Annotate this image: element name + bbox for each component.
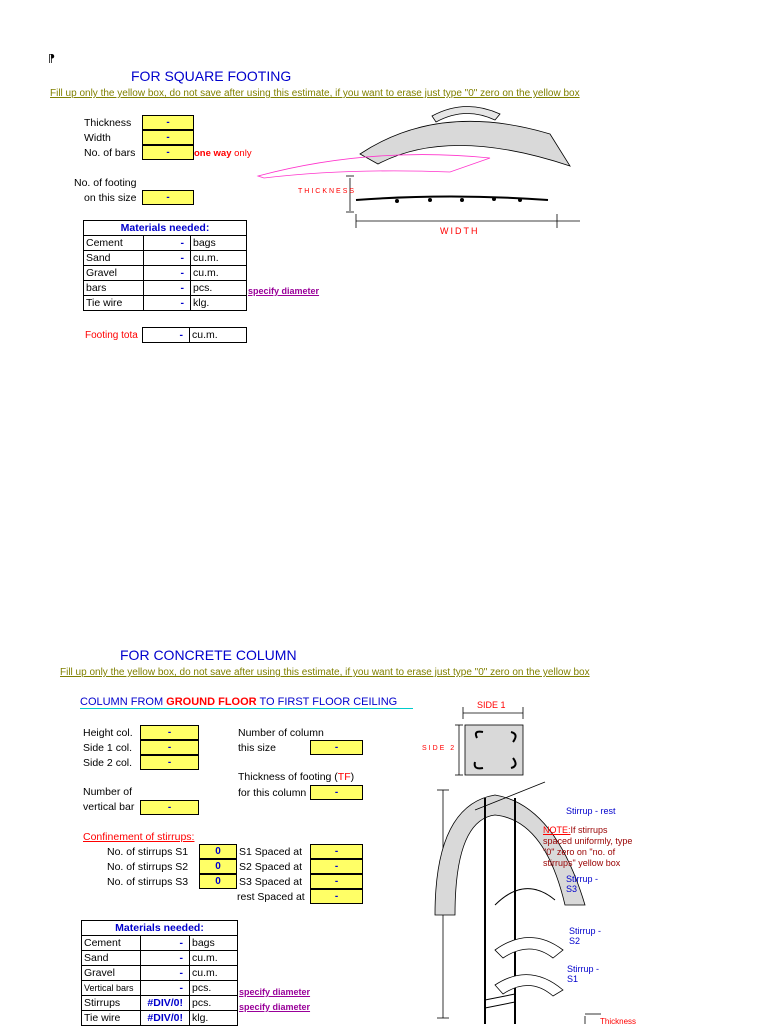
footing-instruction: Fill up only the yellow box, do not save after using this estimate, if you want to erase just type "0" zero on the yellow box xyxy=(50,88,580,99)
materials-header: Materials needed: xyxy=(84,221,247,236)
stirrup-s3-label: Stirrup - S3 xyxy=(566,874,599,894)
vbar-label-2: vertical bar xyxy=(83,801,135,813)
vbar-input[interactable]: - xyxy=(140,800,199,815)
table-row: Tie wire #DIV/0! klg. xyxy=(82,1011,238,1026)
table-row: Tie wire - klg. xyxy=(84,296,247,311)
rest-spaced-input[interactable]: - xyxy=(310,889,363,904)
paragraph-marker: ⁋ xyxy=(48,53,55,65)
table-row: Vertical bars - pcs. xyxy=(82,981,238,996)
side2-diagram-label: SIDE 2 xyxy=(422,745,457,752)
table-row: bars - pcs. xyxy=(84,281,247,296)
bar-bend-shape xyxy=(360,121,570,166)
stirrups-s1-label: No. of stirrups S1 xyxy=(107,846,189,858)
bar-hook-shape xyxy=(432,106,500,122)
footing-total-label: Footing tota xyxy=(85,330,138,341)
numcol-label-2: this size xyxy=(238,742,276,754)
tf-label-2: for this column xyxy=(238,787,307,799)
width-input[interactable]: - xyxy=(142,130,194,145)
table-row: Gravel - cu.m. xyxy=(82,966,238,981)
diagram-width-label: WIDTH xyxy=(440,226,480,236)
side1-label: Side 1 col. xyxy=(83,742,133,754)
s1-spaced-input[interactable]: - xyxy=(310,844,363,859)
column-title: FOR CONCRETE COLUMN xyxy=(120,647,297,663)
s1-spaced-label: S1 Spaced at xyxy=(239,846,303,858)
materials-header: Materials needed: xyxy=(82,921,238,936)
height-label: Height col. xyxy=(83,727,133,739)
num-footing-input[interactable]: - xyxy=(142,190,194,205)
diagram-thickness-label: THICKNESS xyxy=(298,188,357,195)
stirrup-rest-label: Stirrup - rest xyxy=(566,806,616,816)
side2-label: Side 2 col. xyxy=(83,757,133,769)
tf-input[interactable]: - xyxy=(310,785,363,800)
stirrups-s3-input[interactable]: 0 xyxy=(199,874,237,889)
side2-input[interactable]: - xyxy=(140,755,199,770)
specify-diameter-link[interactable]: specify diameter xyxy=(239,1002,311,1012)
thickness-label: Thickness xyxy=(84,117,132,129)
rest-spaced-label: rest Spaced at xyxy=(237,891,305,903)
table-row: Stirrups #DIV/0! pcs. xyxy=(82,996,238,1011)
thickness-input[interactable]: - xyxy=(142,115,194,130)
stirrup-note: NOTE:If stirrups spaced uniformly, type "0" zero on "no. of stirrups" yellow box xyxy=(543,825,633,868)
stirrups-s1-input[interactable]: 0 xyxy=(199,844,237,859)
table-row: Gravel - cu.m. xyxy=(84,266,247,281)
specify-diameter-link[interactable]: specify diameter xyxy=(239,987,311,997)
s3-spaced-label: S3 Spaced at xyxy=(239,876,303,888)
footing-title: FOR SQUARE FOOTING xyxy=(131,68,292,84)
tf-label-1: Thickness of footing (TF) xyxy=(238,771,355,783)
num-footing-label-2: on this size xyxy=(84,192,137,204)
s3-spaced-input[interactable]: - xyxy=(310,874,363,889)
stirrup-s2-shape xyxy=(495,938,563,959)
width-label: Width xyxy=(84,132,111,144)
stirrup-s1-label: Stirrup - S1 xyxy=(567,964,600,984)
s2-spaced-label: S2 Spaced at xyxy=(239,861,303,873)
column-instruction: Fill up only the yellow box, do not save after using this estimate, if you want to erase just type "0" zero on the yellow box xyxy=(60,667,590,678)
bars-label: No. of bars xyxy=(84,147,136,159)
height-input[interactable]: - xyxy=(140,725,199,740)
vbar-label-1: Number of xyxy=(83,786,133,798)
bars-input[interactable]: - xyxy=(142,145,194,160)
footing-materials-table xyxy=(83,220,247,311)
numcol-label-1: Number of column xyxy=(238,727,324,739)
stirrup-s1-shape xyxy=(495,975,563,996)
stirrups-s2-label: No. of stirrups S2 xyxy=(107,861,189,873)
footing-diagram xyxy=(250,96,590,246)
table-row: Sand - cu.m. xyxy=(82,951,238,966)
specify-diameter-link[interactable]: specify diameter xyxy=(248,286,320,296)
num-footing-label-1: No. of footing xyxy=(74,177,137,189)
footing-total-box: - cu.m. xyxy=(142,327,247,343)
stirrups-s3-label: No. of stirrups S3 xyxy=(107,876,189,888)
stirrups-s2-input[interactable]: 0 xyxy=(199,859,237,874)
side1-diagram-label: SIDE 1 xyxy=(477,700,506,710)
column-materials-table xyxy=(81,920,238,1026)
table-row: Cement - bags xyxy=(84,236,247,251)
confinement-label: Confinement of stirrups: xyxy=(83,831,195,843)
table-row: Cement - bags xyxy=(82,936,238,951)
stirrup-s2-label: Stirrup - S2 xyxy=(569,926,602,946)
one-way-note: one way only xyxy=(194,148,252,159)
table-row: Sand - cu.m. xyxy=(84,251,247,266)
s2-spaced-input[interactable]: - xyxy=(310,859,363,874)
numcol-input[interactable]: - xyxy=(310,740,363,755)
thickness-diagram-label: Thickness xyxy=(600,1017,637,1026)
column-subtitle: COLUMN FROM GROUND FLOOR TO FIRST FLOOR CEILING xyxy=(80,696,413,709)
side1-input[interactable]: - xyxy=(140,740,199,755)
